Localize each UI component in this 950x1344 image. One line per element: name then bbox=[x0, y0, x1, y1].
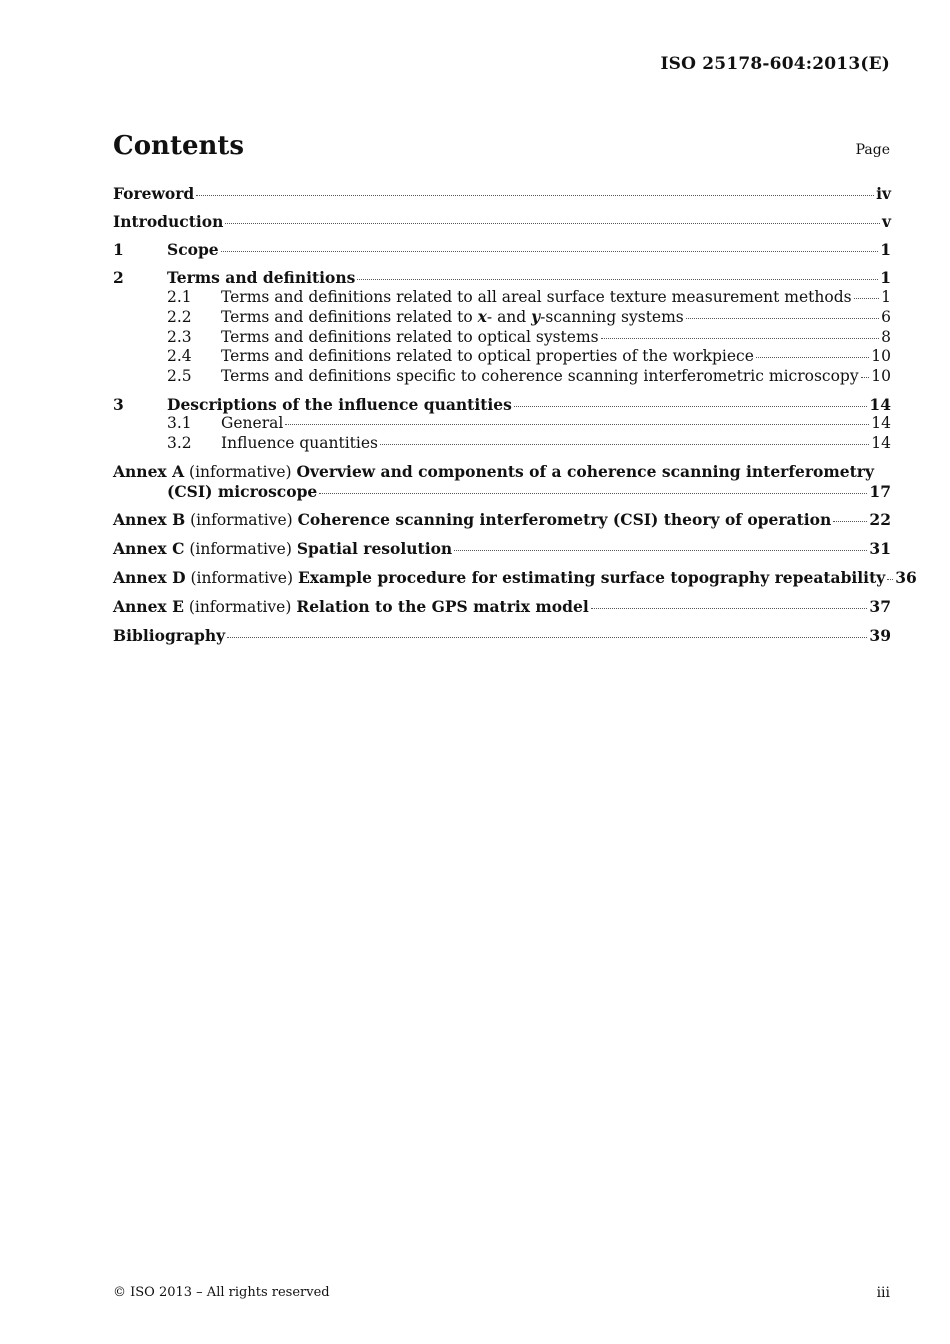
toc-entry-annex-b[interactable] bbox=[113, 510, 891, 531]
toc-entry-foreword[interactable] bbox=[113, 184, 891, 204]
toc-entry-title: Terms and definitions bbox=[167, 268, 356, 287]
toc-section-number: 2.1 bbox=[167, 287, 192, 306]
toc-entry-title: Descriptions of the influence quantities bbox=[167, 394, 512, 414]
toc-section-number: 2.4 bbox=[167, 347, 192, 365]
toc-entry-title: Introduction bbox=[113, 212, 224, 231]
annex-label: Annex E bbox=[113, 597, 184, 616]
toc-entry-title: Terms and definitions related to all areal surface texture measurement methods bbox=[221, 287, 852, 306]
dot-leader bbox=[454, 550, 867, 551]
annex-title-continued: (CSI) microscope bbox=[167, 482, 318, 501]
toc-page-number: 10 bbox=[871, 347, 891, 365]
toc-text-part: Terms and definitions related to bbox=[221, 308, 478, 326]
dot-leader bbox=[357, 279, 878, 280]
toc-entry-annex-d[interactable] bbox=[113, 568, 917, 589]
toc-page-number: v bbox=[881, 212, 891, 231]
dot-leader bbox=[756, 357, 869, 358]
toc-entry-title: Scope bbox=[167, 240, 219, 259]
dot-leader bbox=[225, 223, 880, 224]
annex-type: (informative) bbox=[185, 511, 298, 529]
toc-page-number: 8 bbox=[881, 327, 891, 346]
toc-entry-title: Influence quantities bbox=[221, 433, 378, 452]
toc-page-number: 14 bbox=[871, 433, 891, 452]
toc-entry-scope[interactable] bbox=[113, 240, 891, 260]
toc-text-part: - and bbox=[486, 308, 532, 326]
document-id: ISO 25178-604:2013(E) bbox=[660, 54, 890, 74]
toc-entry-title bbox=[113, 539, 452, 560]
toc-text-part: -scanning systems bbox=[540, 308, 684, 326]
toc-section-number: 2.2 bbox=[167, 308, 192, 326]
toc-section-number: 2 bbox=[113, 268, 124, 287]
toc-entry-introduction[interactable] bbox=[113, 212, 891, 232]
toc-entry-annex-a[interactable] bbox=[113, 462, 891, 502]
dot-leader bbox=[221, 251, 879, 252]
annex-label: Annex D bbox=[113, 568, 186, 587]
footer-copyright: © ISO 2013 – All rights reserved bbox=[113, 1285, 330, 1300]
annex-title: Example procedure for estimating surface topography repeatability bbox=[297, 568, 886, 587]
toc-page-number: 39 bbox=[869, 626, 891, 645]
toc-page-number: 36 bbox=[895, 568, 917, 587]
dot-leader bbox=[854, 298, 880, 299]
toc-page-number: 17 bbox=[869, 482, 891, 501]
toc-page-number: 1 bbox=[881, 287, 891, 306]
annex-label: Annex C bbox=[113, 539, 185, 558]
toc-page-number: 14 bbox=[871, 414, 891, 432]
page-column-label: Page bbox=[855, 142, 890, 158]
toc-entry-terms-definitions[interactable] bbox=[113, 268, 891, 288]
toc-page-number: 22 bbox=[869, 510, 891, 529]
toc-entry-3-2[interactable] bbox=[113, 434, 891, 454]
toc-entry-2-1[interactable] bbox=[113, 288, 891, 308]
annex-title: Spatial resolution bbox=[296, 539, 453, 558]
toc-entry-title: Terms and definitions related to optical systems bbox=[221, 327, 599, 346]
toc-page-number: 31 bbox=[869, 539, 891, 558]
toc-entry-title: Terms and definitions specific to coherence scanning interferometric microscopy bbox=[221, 366, 859, 385]
dot-leader bbox=[514, 406, 868, 407]
dot-leader bbox=[887, 579, 893, 580]
annex-title: Relation to the GPS matrix model bbox=[296, 597, 589, 616]
toc-entry-2-5[interactable] bbox=[113, 367, 891, 387]
toc-entry-2-2[interactable] bbox=[113, 307, 891, 328]
table-of-contents bbox=[113, 184, 917, 646]
annex-title: Coherence scanning interferometry (CSI) theory of operation bbox=[297, 510, 832, 529]
toc-entry-title bbox=[113, 597, 589, 618]
toc-page-number: 37 bbox=[869, 597, 891, 616]
toc-entry-2-4[interactable] bbox=[113, 347, 891, 367]
dot-leader bbox=[861, 377, 870, 378]
dot-leader bbox=[591, 608, 868, 609]
toc-section-number: 1 bbox=[113, 240, 124, 259]
toc-section-number: 3 bbox=[113, 394, 124, 414]
toc-entry-bibliography[interactable] bbox=[113, 626, 891, 646]
toc-page-number: 14 bbox=[869, 394, 891, 414]
annex-type: (informative) bbox=[184, 462, 297, 481]
toc-entry-title bbox=[113, 510, 831, 531]
toc-page-number: iv bbox=[876, 184, 891, 203]
dot-leader bbox=[227, 637, 867, 638]
toc-entry-annex-c[interactable] bbox=[113, 539, 891, 560]
toc-entry-title: Bibliography bbox=[113, 626, 226, 645]
annex-type: (informative) bbox=[185, 569, 298, 587]
dot-leader bbox=[686, 318, 879, 319]
dot-leader bbox=[833, 521, 867, 522]
annex-type: (informative) bbox=[183, 598, 297, 616]
dot-leader bbox=[196, 195, 874, 196]
x-variable: x bbox=[477, 307, 487, 326]
annex-type: (informative) bbox=[184, 540, 297, 558]
annex-label: Annex A bbox=[113, 461, 185, 481]
toc-entry-title: Foreword bbox=[113, 184, 195, 203]
toc-page-number: 1 bbox=[880, 268, 891, 287]
dot-leader bbox=[319, 493, 867, 494]
toc-entry-title bbox=[221, 307, 684, 328]
y-variable: y bbox=[531, 307, 541, 326]
toc-page-number: 10 bbox=[871, 366, 891, 385]
toc-entry-2-3[interactable] bbox=[113, 328, 891, 348]
toc-entry-title bbox=[113, 568, 885, 589]
page-title: Contents bbox=[113, 131, 245, 161]
toc-page-number: 6 bbox=[881, 308, 891, 326]
toc-entry-title: General bbox=[221, 414, 284, 432]
toc-section-number: 2.5 bbox=[167, 366, 192, 385]
dot-leader bbox=[380, 444, 869, 445]
toc-entry-annex-e[interactable] bbox=[113, 597, 891, 618]
toc-section-number: 3.1 bbox=[167, 414, 192, 432]
toc-section-number: 3.2 bbox=[167, 433, 192, 452]
toc-page-number: 1 bbox=[880, 240, 891, 259]
toc-entry-influence-quantities[interactable] bbox=[113, 395, 891, 415]
dot-leader bbox=[285, 424, 869, 425]
toc-section-number: 2.3 bbox=[167, 327, 192, 346]
dot-leader bbox=[601, 338, 880, 339]
annex-label: Annex B bbox=[113, 510, 186, 529]
toc-entry-title: Terms and definitions related to optical properties of the workpiece bbox=[221, 347, 754, 365]
footer-page-number: iii bbox=[876, 1285, 890, 1301]
annex-title: Overview and components of a coherence scanning interferometry bbox=[296, 461, 874, 481]
toc-entry-3-1[interactable] bbox=[113, 414, 891, 434]
